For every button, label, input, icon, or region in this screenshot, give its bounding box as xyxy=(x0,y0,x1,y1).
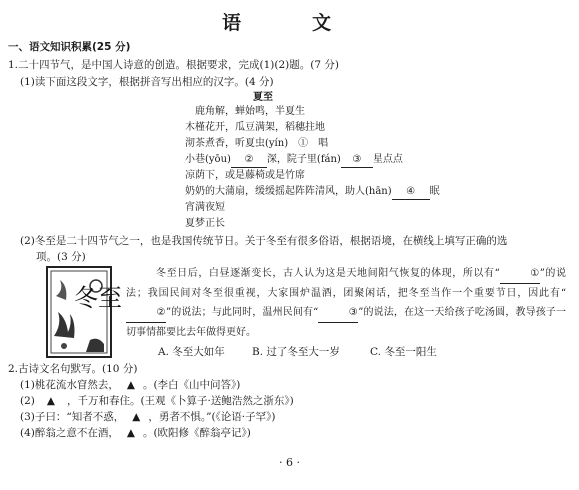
option-b: B. 过了冬至大一岁 xyxy=(252,346,340,358)
blank-3: ③ xyxy=(341,153,373,168)
question-1-sub2: (2)冬至是二十四节气之一，也是我国传统节日。关于冬至有很多俗语，根据语境，在横线上填写正确的选 xyxy=(20,235,508,247)
poem-line: 夏梦正长 xyxy=(185,218,225,229)
fill-blank-marker: ▲ xyxy=(126,427,135,439)
question-2-stem: 2.古诗文名句默写。(10 分) xyxy=(8,363,138,375)
poem-line: 鹿角解，蝉始鸣，半夏生 xyxy=(195,106,305,117)
passage-text: ”的说法；我国民间对冬至很重视，大家围炉温酒，团聚闲话，把冬至当作一个重要节日，因此有“ xyxy=(126,268,566,299)
passage-text: 冬至日后，白昼逐渐变长，古人认为这是天地间阳气恢复的体现，所以有 xyxy=(156,268,495,279)
option-a: A. 冬至大如年 xyxy=(158,346,225,358)
question-1-sub2-cont: 项。(3 分) xyxy=(36,251,86,263)
item-source: 。(李白《山中问答》) xyxy=(142,379,241,391)
fill-blank-marker: ▲ xyxy=(46,395,55,407)
item-source: 。(欧阳修《醉翁亭记》) xyxy=(142,427,251,439)
poem-line: 沏茶煮香，听夏虫(yín) ① 唱 xyxy=(185,138,329,149)
fill-blank-marker: ▲ xyxy=(132,411,141,423)
passage-blank-3: ③ xyxy=(318,303,358,323)
passage-text: ”的说法；与此同时，温州民间有“ xyxy=(166,307,319,318)
option-c: C. 冬至一阳生 xyxy=(370,346,437,358)
passage-blank-1: ① xyxy=(500,264,540,284)
item-source: ，勇者不惧。”(《论语·子罕》) xyxy=(148,411,276,423)
poem-line xyxy=(185,185,440,200)
passage-text: ”的说法，在这一天给孩子吃汤圆，教导孩子一切事情都要比去年做得更好。 xyxy=(126,307,566,338)
poem-text: 眠 xyxy=(429,186,440,197)
poem-line: 木槿花开，瓜豆满架，稻穗拄地 xyxy=(185,122,325,133)
winter-solstice-papercut-image xyxy=(46,266,122,358)
picture-label: 冬至 xyxy=(74,284,122,312)
section-heading: 一、语文知识积累(25 分) xyxy=(8,41,131,53)
recitation-item xyxy=(20,394,294,408)
item-source: ，千万和春住。(王观《卜算子·送鲍浩然之浙东》) xyxy=(66,395,294,407)
poem-text: 奶奶的大蒲扇，缓缓摇起阵阵清风，助人(hān) xyxy=(185,186,392,197)
poem-line xyxy=(185,153,403,168)
poem-line: 宵满夜短 xyxy=(185,202,225,213)
recitation-item xyxy=(20,378,240,392)
item-text: (1)桃花流水窅然去， xyxy=(20,379,119,391)
question-1-sub1: (1)读下面这段文字，根据拼音写出相应的汉字。(4 分) xyxy=(20,76,274,88)
item-text: (3)子曰：“知者不惑， xyxy=(20,411,125,423)
passage-blank-2: ② xyxy=(126,303,166,323)
poem-title: 夏至 xyxy=(253,92,273,103)
item-text: (2) xyxy=(20,395,35,407)
blank-4: ④ xyxy=(392,185,430,200)
item-text: (4)醉翁之意不在酒， xyxy=(20,427,119,439)
question-1-stem: 1.二十四节气，是中国人诗意的创造。根据要求，完成(1)(2)题。(7 分) xyxy=(8,59,339,71)
poem-line: 凉荫下，或是藤椅或是竹席 xyxy=(185,170,305,181)
blank-2: ② xyxy=(231,153,267,168)
poem-text: 深，院子里(fán) xyxy=(266,154,341,165)
passage: 冬至日后，白昼逐渐变长，古人认为这是天地间阳气恢复的体现，所以有“ ①”的说法；我国民间对冬至很重视，大家围炉温酒，团聚闲话，把冬至当作一个重要节日，因此有“②”的说法；与此同时，温州民间有“ ③”的说法，在这一天给孩子吃汤圆，教导孩子一切事情都要比去年做得更好。 xyxy=(126,264,566,342)
recitation-item xyxy=(20,410,275,424)
fill-blank-marker: ▲ xyxy=(126,379,135,391)
poem-text: 小巷(yōu) xyxy=(185,154,231,165)
page-number: · 6 · xyxy=(279,456,300,469)
page-title: 语 文 xyxy=(221,12,357,34)
recitation-item xyxy=(20,426,251,440)
poem-text: 星点点 xyxy=(372,154,403,165)
